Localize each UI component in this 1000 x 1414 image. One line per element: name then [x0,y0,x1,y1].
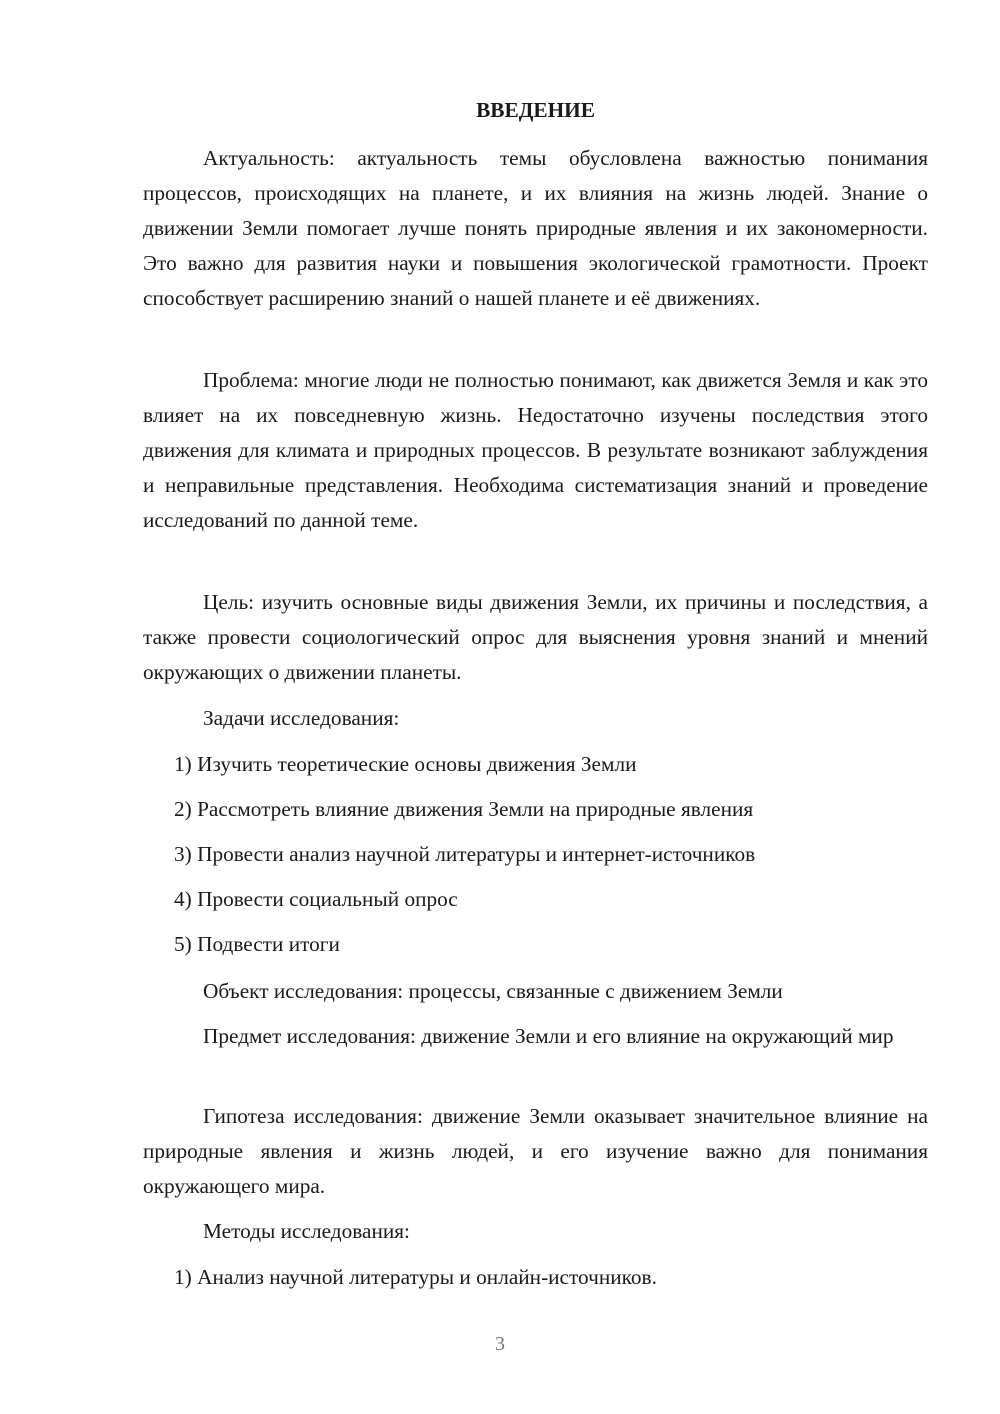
task-item: 1) Изучить теоретические основы движения Земли [174,752,637,776]
task-item: 3) Провести анализ научной литературы и интернет-источников [174,842,756,866]
methods-heading: Методы исследования: [203,1219,410,1243]
tasks-heading: Задачи исследования: [203,706,400,730]
paragraph-subject: Предмет исследования: движение Земли и его влияние на окружающий мир [203,1024,894,1048]
paragraph-object: Объект исследования: процессы, связанные с движением Земли [203,979,783,1003]
paragraph-hypothesis: Гипотеза исследования: движение Земли оказывает значительное влияние на природные явления и жизнь людей, и его изучение важно для понимания окружающего мира. [143,1104,928,1198]
method-item: 1) Анализ научной литературы и онлайн-источников. [174,1265,657,1289]
page-title: ВВЕДЕНИЕ [476,98,595,122]
task-item: 4) Провести социальный опрос [174,887,458,911]
paragraph-relevance: Актуальность: актуальность темы обусловлена важностью понимания процессов, происходящих на планете, и их влияния на жизнь людей. Знание о движении Земли помогает лучше понять природные явления и их закономерности. Это важно для развития науки и повышения экологической грамотности. Проект способствует расширению знаний о нашей планете и её движениях. [143,146,928,310]
task-item: 5) Подвести итоги [174,932,340,956]
paragraph-problem: Проблема: многие люди не полностью понимают, как движется Земля и как это влияет на их повседневную жизнь. Недостаточно изучены последствия этого движения для климата и природных процессов. В результате возникают заблуждения и неправильные представления. Необходима систематизация знаний и проведение исследований по данной теме. [143,368,928,532]
page-number: 3 [495,1333,505,1355]
task-item: 2) Рассмотреть влияние движения Земли на природные явления [174,797,754,821]
paragraph-goal: Цель: изучить основные виды движения Земли, их причины и последствия, а также провести социологический опрос для выяснения уровня знаний и мнений окружающих о движении планеты. [143,590,928,684]
